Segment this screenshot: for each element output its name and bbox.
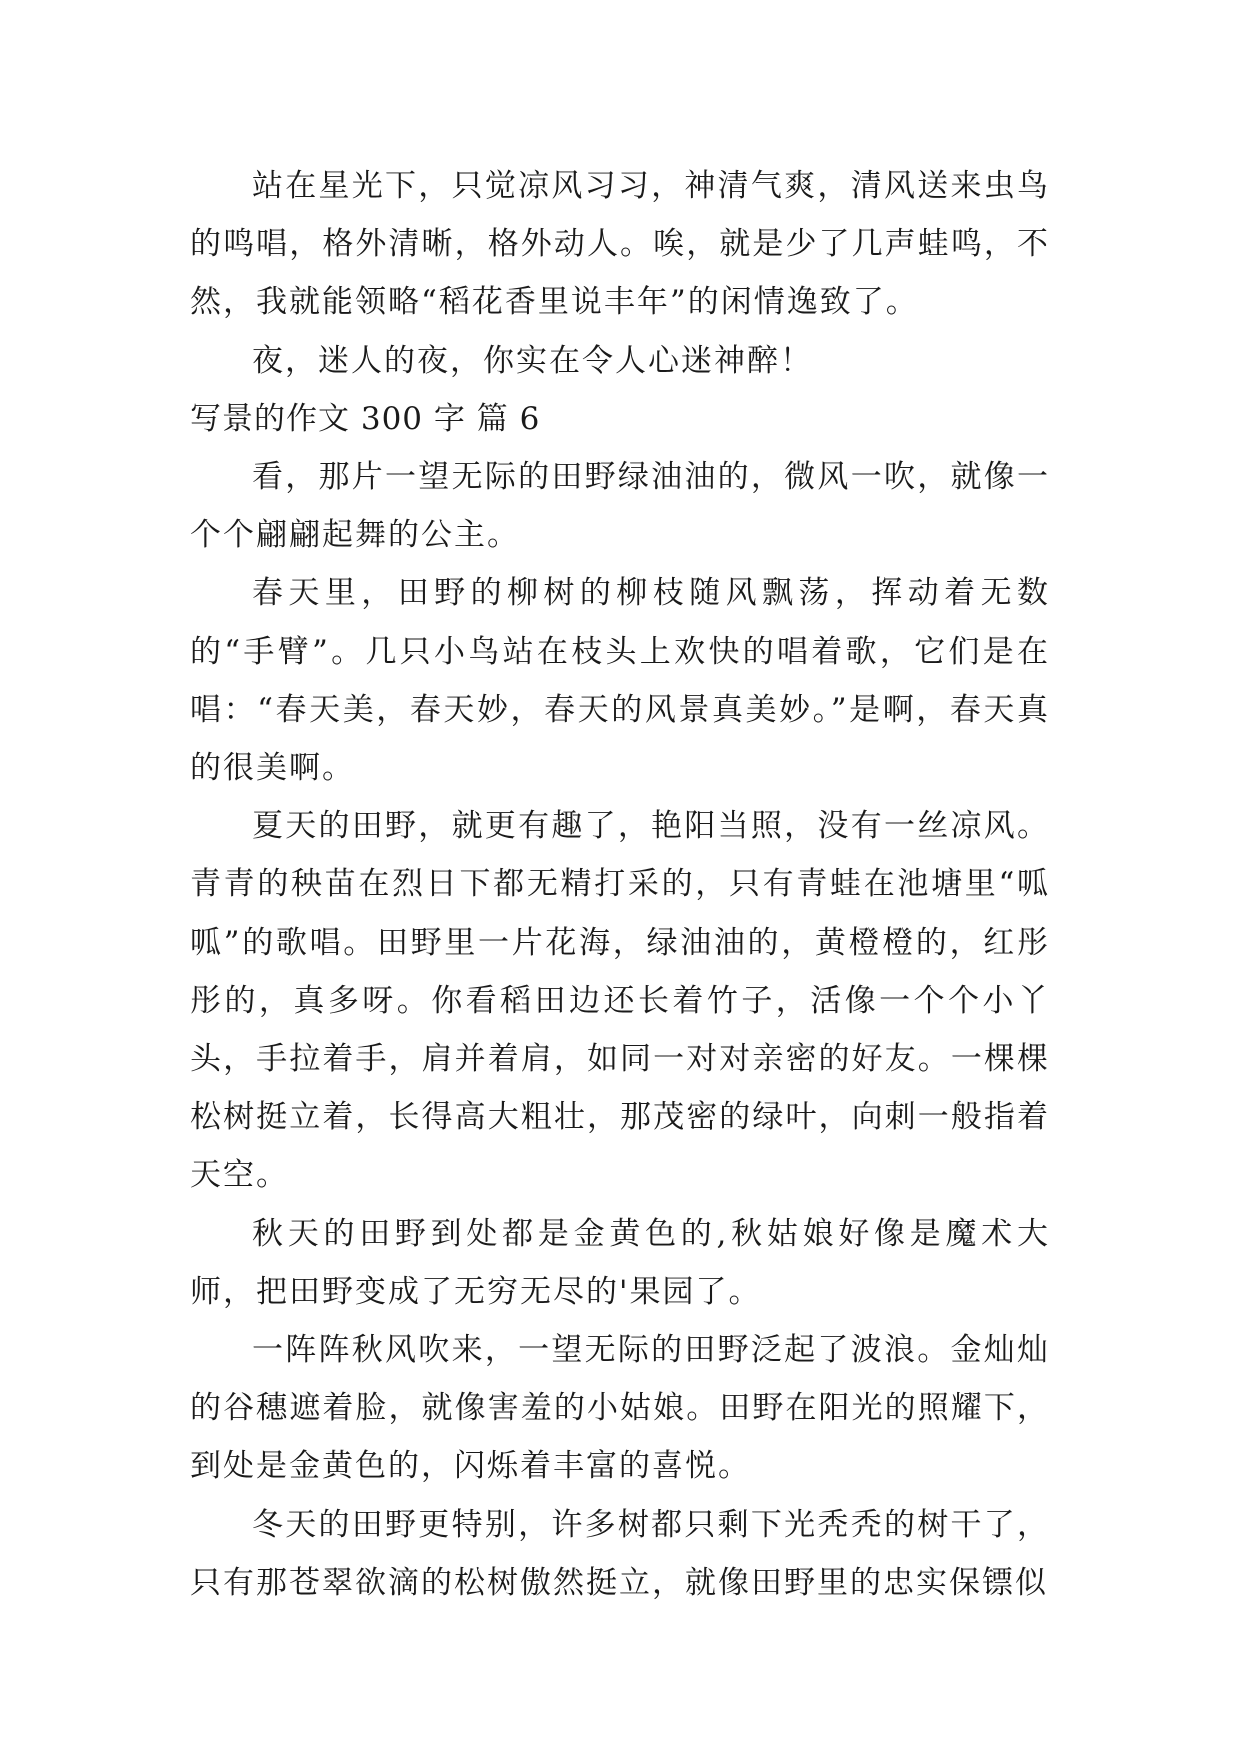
paragraph-fields: 看，那片一望无际的田野绿油油的，微风一吹，就像一个个翩翩起舞的公主。 bbox=[190, 459, 1050, 554]
paragraph-summer: 夏天的田野，就更有趣了，艳阳当照，没有一丝凉风。青青的秧苗在烈日下都无精打采的，只有青蛙在池塘里“呱呱”的歌唱。田野里一片花海，绿油油的，黄橙橙的，红彤彤的，真多呀。你看稻田边还长着竹子，活像一个个小丫头，手拉着手，肩并着肩，如同一对对亲密的好友。一棵棵松树挺立着，长得高大粗壮，那茂密的绿叶，向刺一般指着天空。 bbox=[190, 808, 1050, 1194]
paragraph-stars: 站在星光下，只觉凉风习习，神清气爽，清风送来虫鸟的鸣唱，格外清晰，格外动人。唉，就是少了几声蛙鸣，不然，我就能领略“稻花香里说丰年”的闲情逸致了。 bbox=[190, 168, 1050, 321]
section-heading: 写景的作文 300 字 篇 6 bbox=[190, 400, 541, 437]
paragraph-autumn-wind: 一阵阵秋风吹来，一望无际的田野泛起了波浪。金灿灿的谷穗遮着脸，就像害羞的小姑娘。田野在阳光的照耀下，到处是金黄色的，闪烁着丰富的喜悦。 bbox=[190, 1332, 1050, 1485]
paragraph-winter: 冬天的田野更特别，许多树都只剩下光秃秃的树干了，只有那苍翠欲滴的松树傲然挺立，就像田野里的忠实保镖似 bbox=[190, 1506, 1050, 1601]
paragraph-spring: 春天里，田野的柳树的柳枝随风飘荡，挥动着无数的“手臂”。几只小鸟站在枝头上欢快的唱着歌，它们是在唱：“春天美，春天妙，春天的风景真美妙。”是啊，春天真的很美啊。 bbox=[190, 575, 1050, 787]
paragraph-night: 夜，迷人的夜，你实在令人心迷神醉！ bbox=[252, 342, 813, 379]
essay-body bbox=[190, 157, 1050, 1612]
paragraph-autumn: 秋天的田野到处都是金黄色的,秋姑娘好像是魔术大师，把田野变成了无穷无尽的'果园了。 bbox=[190, 1215, 1050, 1310]
